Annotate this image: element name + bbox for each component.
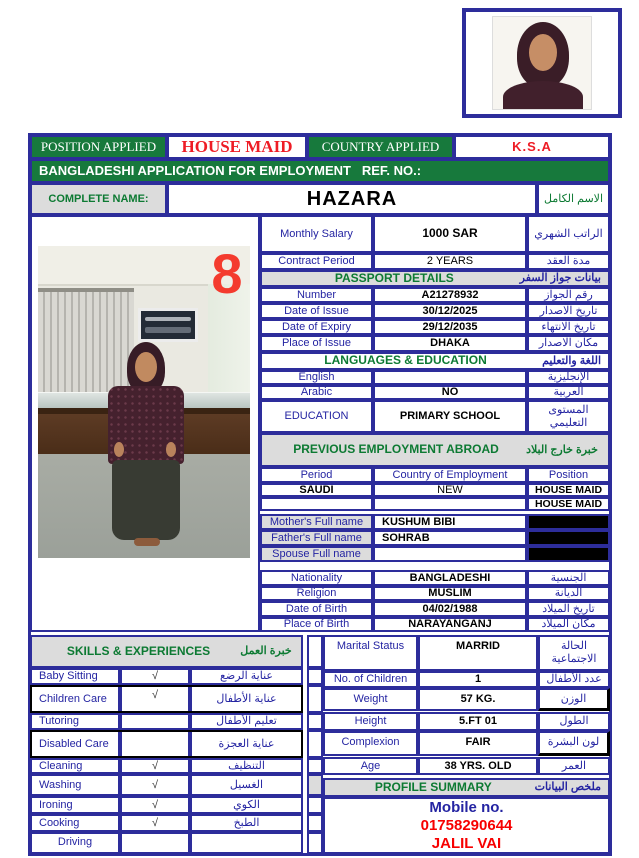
age-arabic: العمر xyxy=(538,757,610,775)
skill-washing-arabic: الغسيل xyxy=(190,774,303,796)
employment-row2-country xyxy=(373,497,527,511)
languages-section-title: LANGUAGES & EDUCATION xyxy=(324,353,487,368)
skill-washing-label: Washing xyxy=(30,774,120,796)
marital-status-value: MARRID xyxy=(418,635,538,671)
religion-arabic: الديانة xyxy=(527,586,610,601)
spacer-cell xyxy=(307,730,323,758)
skill-driving-check xyxy=(120,832,190,854)
mobile-number: 01758290644 xyxy=(420,816,513,834)
english-value xyxy=(373,370,527,385)
mother-name-blackcell xyxy=(527,514,610,530)
spacer-cell xyxy=(307,774,323,796)
date-of-expiry-value: 29/12/2035 xyxy=(373,319,527,335)
height-label: Height xyxy=(323,712,418,731)
passport-section-title: PASSPORT DETAILS xyxy=(334,270,454,285)
previous-employment-header xyxy=(260,433,610,467)
form-title-bar: BANGLADESHI APPLICATION FOR EMPLOYMENT REF. NO.: xyxy=(30,159,610,183)
place-of-birth-arabic: مكان الميلاد xyxy=(527,617,610,632)
profile-summary-title-arabic: ملخص البيانات xyxy=(534,781,601,794)
spacer-cell xyxy=(307,713,323,730)
period-column-header: Period xyxy=(260,467,373,483)
skill-tutoring-label: Tutoring xyxy=(30,713,120,730)
complexion-label: Complexion xyxy=(323,731,418,756)
english-arabic: الإنجليزية xyxy=(527,370,610,385)
nationality-value: BANGLADESHI xyxy=(373,570,527,586)
skill-tutoring-arabic: تعليم الأطفال xyxy=(190,713,303,730)
profile-summary-header xyxy=(323,778,610,797)
spouse-name-value xyxy=(373,546,527,562)
position-applied-value: HOUSE MAID xyxy=(167,135,307,159)
children-count-label: No. of Children xyxy=(323,671,418,688)
arabic-value: NO xyxy=(373,385,527,400)
complete-name-label: COMPLETE NAME: xyxy=(30,183,167,215)
religion-label: Religion xyxy=(260,586,373,601)
skill-baby-sitting-check: √ xyxy=(120,668,190,685)
skill-ironing-check: √ xyxy=(120,796,190,814)
education-value: PRIMARY SCHOOL xyxy=(373,400,527,433)
marital-status-label: Marital Status xyxy=(323,635,418,671)
passport-section-header xyxy=(260,270,610,287)
skill-children-care-arabic: عناية الأطفال xyxy=(190,685,303,713)
applicant-hand-left xyxy=(114,442,124,457)
spouse-name-blackcell xyxy=(527,546,610,562)
skill-cleaning-label: Cleaning xyxy=(30,758,120,774)
complexion-value: FAIR xyxy=(418,731,538,756)
date-of-expiry-arabic: تاريخ الانتهاء xyxy=(527,319,610,335)
shoulders-shape xyxy=(503,81,583,110)
skill-baby-sitting-arabic: عناية الرضع xyxy=(190,668,303,685)
date-of-birth-value: 04/02/1988 xyxy=(373,601,527,617)
skill-disabled-care-check xyxy=(120,730,190,758)
place-of-issue-arabic: مكان الاصدار xyxy=(527,335,610,352)
applicant-skirt xyxy=(112,460,180,540)
skill-baby-sitting-label: Baby Sitting xyxy=(30,668,120,685)
passport-number-label: Number xyxy=(260,287,373,303)
applicant-photo xyxy=(38,246,250,558)
passport-photo-image xyxy=(492,16,592,110)
spacer-cell xyxy=(307,758,323,774)
country-column-header: Country of Employment xyxy=(373,467,527,483)
employment-row-country: NEW xyxy=(373,483,527,497)
spacer-cell xyxy=(307,635,323,668)
date-of-issue-label: Date of Issue xyxy=(260,303,373,319)
position-applied-label: POSITION APPLIED xyxy=(30,135,167,159)
place-of-issue-label: Place of Issue xyxy=(260,335,373,352)
profile-summary-title: PROFILE SUMMARY xyxy=(374,779,492,794)
previous-employment-title-arabic: خبرة خارج البلاد xyxy=(526,443,598,456)
spacer-cell xyxy=(307,796,323,814)
skill-driving-arabic xyxy=(190,832,303,854)
photo-number-overlay: 8 xyxy=(211,246,243,305)
skill-driving-label: Driving xyxy=(30,832,120,854)
calligraphy-art xyxy=(145,317,191,321)
date-of-expiry-label: Date of Expiry xyxy=(260,319,373,335)
skill-cleaning-check: √ xyxy=(120,758,190,774)
skill-ironing-label: Ironing xyxy=(30,796,120,814)
skill-disabled-care-arabic: عناية العجزة xyxy=(190,730,303,758)
applicant-hand-right xyxy=(166,442,176,457)
place-of-issue-value: DHAKA xyxy=(373,335,527,352)
passport-photo xyxy=(462,8,622,118)
employment-row-position: HOUSE MAID xyxy=(527,483,610,497)
country-applied-value: K.S.A xyxy=(454,135,610,159)
skill-tutoring-check xyxy=(120,713,190,730)
spouse-name-label: Spouse Full name xyxy=(260,546,373,562)
face-shape xyxy=(529,34,557,71)
height-value: 5.FT 01 xyxy=(418,712,538,731)
skill-ironing-arabic: الكوي xyxy=(190,796,303,814)
date-of-birth-label: Date of Birth xyxy=(260,601,373,617)
weight-arabic: الوزن xyxy=(538,688,610,711)
contract-period-arabic: مدة العقد xyxy=(527,253,610,270)
employment-row2-period xyxy=(260,497,373,511)
country-applied-label: COUNTRY APPLIED xyxy=(307,135,454,159)
weight-value: 57 KG. xyxy=(418,688,538,711)
skill-children-care-check: √ xyxy=(120,685,190,713)
complexion-arabic: لون البشرة xyxy=(538,731,610,756)
skill-cooking-check: √ xyxy=(120,814,190,832)
mother-name-value: KUSHUM BIBI xyxy=(373,514,527,530)
employment-row-period: SAUDI xyxy=(260,483,373,497)
mobile-contact-box xyxy=(323,797,610,854)
english-label: English xyxy=(260,370,373,385)
age-label: Age xyxy=(323,757,418,775)
father-name-label: Father's Full name xyxy=(260,530,373,546)
skill-disabled-care-label: Disabled Care xyxy=(30,730,120,758)
applicant-feet xyxy=(134,538,160,546)
contract-period-label: Contract Period xyxy=(260,253,373,270)
complete-name-arabic: الاسم الكامل xyxy=(537,183,610,215)
place-of-birth-value: NARAYANGANJ xyxy=(373,617,527,632)
nationality-arabic: الجنسية xyxy=(527,570,610,586)
applicant-face xyxy=(135,352,157,382)
languages-section-title-arabic: اللغة والتعليم xyxy=(542,354,601,367)
age-value: 38 YRS. OLD xyxy=(418,757,538,775)
spacer-cell xyxy=(307,668,323,685)
education-label: EDUCATION xyxy=(260,400,373,433)
languages-section-header xyxy=(260,352,610,370)
arabic-arabic: العربية xyxy=(527,385,610,400)
monthly-salary-label: Monthly Salary xyxy=(260,215,373,253)
contract-period-value: 2 YEARS xyxy=(373,253,527,270)
spacer-cell xyxy=(307,814,323,832)
passport-section-title-arabic: بيانات جواز السفر xyxy=(519,272,601,285)
passport-number-value: A21278932 xyxy=(373,287,527,303)
father-name-blackcell xyxy=(527,530,610,546)
spacer-cell xyxy=(307,685,323,713)
calligraphy-frame xyxy=(138,308,198,342)
children-count-arabic: عدد الأطفال xyxy=(538,671,610,688)
mother-name-label: Mother's Full name xyxy=(260,514,373,530)
skill-children-care-label: Children Care xyxy=(30,685,120,713)
marital-status-arabic: الحالة الاجتماعية xyxy=(538,635,610,671)
skills-section-title: SKILLS & EXPERIENCES xyxy=(66,643,211,658)
education-arabic: المستوى التعليمي xyxy=(527,400,610,433)
employment-row2-position: HOUSE MAID xyxy=(527,497,610,511)
passport-number-arabic: رقم الجواز xyxy=(527,287,610,303)
complete-name-value: HAZARA xyxy=(167,183,537,215)
skill-cooking-arabic: الطبخ xyxy=(190,814,303,832)
nationality-label: Nationality xyxy=(260,570,373,586)
mobile-label: Mobile no. xyxy=(429,798,504,816)
date-of-birth-arabic: تاريخ الميلاد xyxy=(527,601,610,617)
date-of-issue-value: 30/12/2025 xyxy=(373,303,527,319)
skill-cleaning-arabic: التنظيف xyxy=(190,758,303,774)
skills-section-header xyxy=(30,635,303,668)
weight-label: Weight xyxy=(323,688,418,711)
date-of-issue-arabic: تاريخ الاصدار xyxy=(527,303,610,319)
children-count-value: 1 xyxy=(418,671,538,688)
father-name-value: SOHRAB xyxy=(373,530,527,546)
monthly-salary-value: 1000 SAR xyxy=(373,215,527,253)
contact-name: JALIL VAI xyxy=(431,835,502,853)
previous-employment-title: PREVIOUS EMPLOYMENT ABROAD xyxy=(293,442,499,457)
position-column-header: Position xyxy=(527,467,610,483)
religion-value: MUSLIM xyxy=(373,586,527,601)
skills-section-title-arabic: خبرة العمل xyxy=(240,645,292,658)
skill-washing-check: √ xyxy=(120,774,190,796)
monthly-salary-arabic: الراتب الشهري xyxy=(527,215,610,253)
calligraphy-art2 xyxy=(145,327,191,333)
place-of-birth-label: Place of Birth xyxy=(260,617,373,632)
height-arabic: الطول xyxy=(538,712,610,731)
skill-cooking-label: Cooking xyxy=(30,814,120,832)
spacer-cell xyxy=(307,832,323,854)
arabic-label: Arabic xyxy=(260,385,373,400)
